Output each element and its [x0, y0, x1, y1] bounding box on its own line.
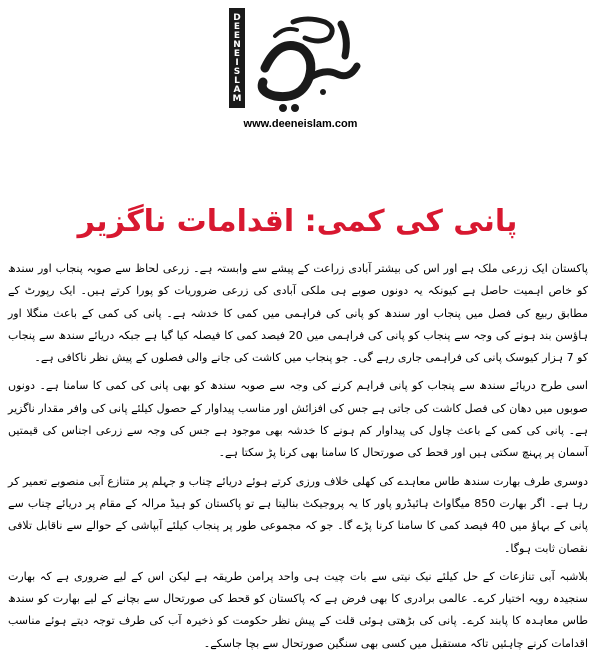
- article-title: پانی کی کمی: اقدامات ناگزیر: [77, 204, 518, 240]
- paragraph-3: دوسری طرف بھارت سندھ طاس معاہدے کی کھلی خلاف ورزی کرتے ہوئے دریائے چناب و جہلم پر متنازع آبی منصوبے تعمیر کر رہا ہے۔ اگر بھارت 850 میگاواٹ ہائیڈرو پاور کا یہ پروجیکٹ بنالیتا ہے تو پاکستان کو ہیڈ مرالہ کے مقام پر دریائے چناب سے پانی کے بہاؤ میں 40 فیصد کمی کا سامنا کرنا پڑے گا۔ جو کہ مجموعی طور پر پنجاب کیلئے آبپاشی کے حوالے سے ناقابل تلافی نقصان ثابت ہوگا۔: [8, 474, 588, 555]
- site-url[interactable]: www.deeneislam.com: [243, 118, 358, 130]
- paragraph-2: اسی طرح دریائے سندھ سے پنجاب کو پانی فراہم کرنے کی وجہ سے صوبہ سندھ کو بھی پانی کی کمی کا سامنا ہے۔ دونوں صوبوں میں دھان کی فصل کاشت کی جاتی ہے جس کی افزائش اور مناسب پیداوار کے حصول کیلئے پانی کی وافر مقدار ناگزیر ہے۔ پانی کی کمی کے باعث چاول کی پیداوار کم ہونے کا خدشہ بھی موجود ہے جس کی وجہ سے زرعی اجناس کی قیمتیں آسمان پر پہنچ سکتی ہیں اور قحط کی صورتحال کا سامنا بھی کرنا پڑ سکتا ہے۔: [8, 379, 588, 460]
- logo-vertical-text: DEENEISLAM: [229, 8, 245, 108]
- article-body: [8, 258, 588, 661]
- logo-calligraphy-icon: [245, 8, 369, 116]
- paragraph-1: پاکستان ایک زرعی ملک ہے اور اس کی بیشتر آبادی زراعت کے پیشے سے وابستہ ہے۔ زرعی لحاظ سے صوبہ پنجاب اور سندھ کو خاص اہمیت حاصل ہے کیونکہ یہ دونوں صوبے ہی ملکی آبادی کی زرعی ضروریات کو پورا کرتے ہیں۔ ایک رپورٹ کے مطابق ربیع کی فصل میں پنجاب اور سندھ کو پانی کی فراہمی میں کمی کا خدشہ ہے۔ پانی کی کمی کے باعث منگلا اور ہاؤسن بند ہونے کی وجہ سے پنجاب کو پانی کی فراہمی میں 20 فیصد کمی کا فیصلہ کیا گیا ہے جبکہ دریائے سندھ سے پنجاب کو 7 ہزار کیوسک پانی کی فراہمی جاری رہے گی۔ جو پنجاب میں کاشت کی جانے والی فصلوں کے پیش نظر ناکافی ہے۔: [8, 262, 588, 365]
- paragraph-4: بلاشبہ آبی تنازعات کے حل کیلئے نیک نیتی سے بات چیت ہی واحد پرامن طریقہ ہے لیکن اس کے لیے ضروری ہے کہ بھارت سنجیدہ رویہ اختیار کرے۔ عالمی برادری کا بھی فرض ہے کہ پاکستان کو قحط کی صورتحال سے بچانے کے لیے بھارت کو سندھ طاس معاہدہ کا پابند کرے۔ پانی کی بڑھتی ہوئی قلت کے پیش نظر حکومت کو ذخیرہ آب کی طرف توجہ دیتے ہوئے مناسب اقدامات کرنے چاہئیں تاکہ مستقبل میں کسی بھی سنگین صورتحال سے بچا جاسکے۔: [8, 569, 588, 650]
- site-logo[interactable]: [227, 8, 369, 116]
